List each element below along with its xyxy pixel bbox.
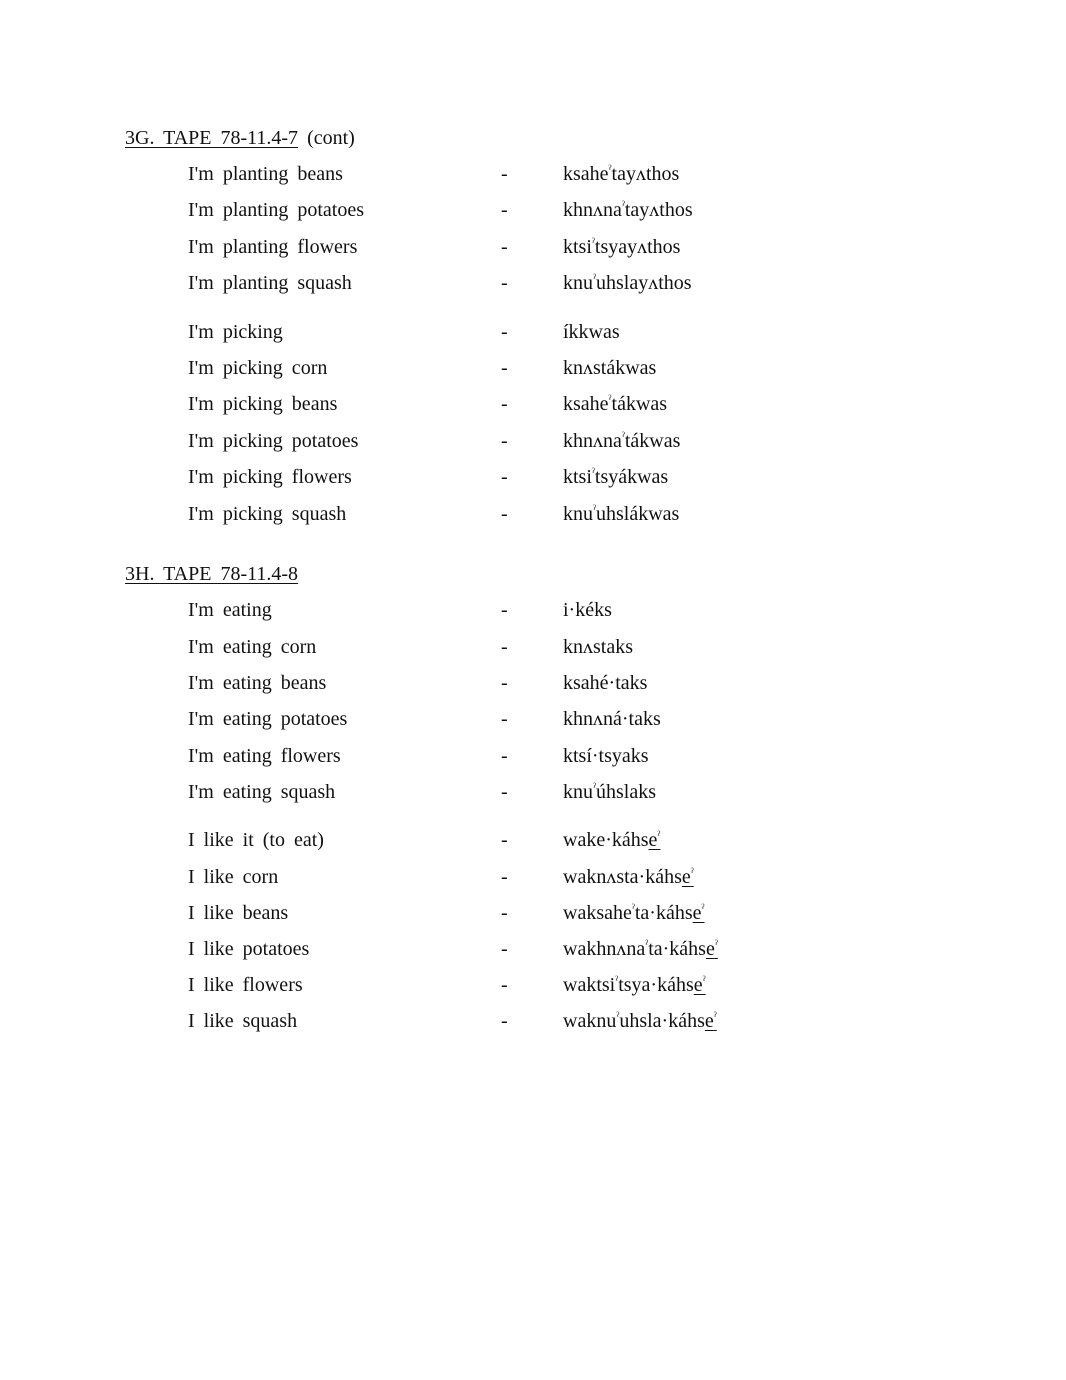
vocab-row [0,707,1066,731]
vocab-row [0,235,1066,259]
native-word: ktsí·tsyaks [563,745,649,767]
english-phrase: I'm picking [188,321,283,343]
separator-dash: - [501,672,508,694]
separator-dash: - [501,199,508,221]
native-stem: waktsi$^ˀ$tsya·káhs [563,973,694,996]
separator-dash: - [501,393,508,415]
separator-dash: - [501,781,508,803]
native-word: knu$^ˀ$uhslákwas [563,502,680,525]
separator-dash: - [501,902,508,924]
vocab-row [0,901,1066,925]
english-phrase: I'm picking beans [188,393,338,415]
separator-dash: - [501,236,508,258]
english-phrase: I'm eating beans [188,672,327,694]
english-phrase: I'm picking squash [188,503,347,525]
vocab-row [0,671,1066,695]
english-phrase: I'm planting squash [188,272,352,294]
separator-dash: - [501,708,508,730]
separator-dash: - [501,163,508,185]
native-stem: wake·káhs [563,829,649,851]
native-word [563,828,660,852]
native-word [563,901,704,925]
vocab-row [0,973,1066,997]
english-phrase: I'm picking potatoes [188,430,359,452]
english-phrase: I like corn [188,866,279,888]
vocab-row [0,320,1066,344]
separator-dash: - [501,503,508,525]
english-phrase: I like it (to eat) [188,829,324,851]
native-underlined-ending: $e^ˀ$ [705,937,718,960]
separator-dash: - [501,829,508,851]
native-word [563,1009,717,1033]
vocab-row [0,865,1066,889]
section-heading-title: 3H. TAPE 78-11.4-8 [125,563,299,585]
english-phrase: I'm eating [188,599,272,621]
native-stem: waknʌsta·káhs [563,866,682,888]
native-word [563,973,706,997]
native-word: knu$^ˀ$úhslaks [563,780,656,803]
separator-dash: - [501,466,508,488]
separator-dash: - [501,430,508,452]
native-underlined-ending: $e^ˀ$ [681,865,694,888]
native-underlined-ending: $e^ˀ$ [648,828,661,851]
native-word: ktsi$^ˀ$tsyákwas [563,465,669,488]
native-word: knʌstaks [563,636,633,658]
vocab-row [0,198,1066,222]
native-stem: waksahe$^ˀ$ta·káhs [563,901,693,924]
vocab-row [0,465,1066,489]
separator-dash: - [501,938,508,960]
separator-dash: - [501,1010,508,1032]
english-phrase: I'm eating flowers [188,745,341,767]
native-stem: waknu$^ˀ$uhsla·káhs [563,1009,705,1032]
section-heading-title: 3G. TAPE 78-11.4-7 [125,127,299,149]
english-phrase: I'm picking flowers [188,466,352,488]
native-stem: wakhnʌna$^ˀ$ta·káhs [563,937,706,960]
english-phrase: I'm eating corn [188,636,317,658]
native-word [563,937,718,961]
native-word: ksahe$^ˀ$tayʌthos [563,162,680,185]
vocab-row [0,356,1066,380]
vocab-row [0,271,1066,295]
english-phrase: I'm planting potatoes [188,199,365,221]
separator-dash: - [501,636,508,658]
vocab-row [0,162,1066,186]
vocab-row [0,635,1066,659]
native-word: íkkwas [563,321,620,343]
separator-dash: - [501,272,508,294]
native-word: knʌstákwas [563,357,657,379]
vocab-row [0,780,1066,804]
vocab-row [0,744,1066,768]
separator-dash: - [501,974,508,996]
section-heading-suffix: (cont) [307,127,355,149]
vocab-row [0,828,1066,852]
vocab-row [0,937,1066,961]
native-underlined-ending: $e^ˀ$ [693,973,706,996]
vocab-row [0,429,1066,453]
separator-dash: - [501,745,508,767]
native-word: ksahé·taks [563,672,648,694]
native-word: knu$^ˀ$uhslayʌthos [563,271,692,294]
section-heading-3h [125,562,298,586]
vocab-row [0,502,1066,526]
vocab-row [0,392,1066,416]
english-phrase: I'm picking corn [188,357,328,379]
english-phrase: I'm eating potatoes [188,708,348,730]
vocab-row [0,1009,1066,1033]
english-phrase: I like squash [188,1010,298,1032]
section-heading-3g [125,126,355,150]
native-underlined-ending: $e^ˀ$ [692,901,705,924]
english-phrase: I'm planting flowers [188,236,358,258]
english-phrase: I'm eating squash [188,781,336,803]
english-phrase: I like flowers [188,974,303,996]
native-word [563,865,694,889]
native-word: khnʌna$^ˀ$tayʌthos [563,198,693,221]
native-word: khnʌná·taks [563,708,661,730]
separator-dash: - [501,357,508,379]
native-word: khnʌna$^ˀ$tákwas [563,429,681,452]
separator-dash: - [501,866,508,888]
native-word: ksahe$^ˀ$tákwas [563,392,668,415]
english-phrase: I like potatoes [188,938,310,960]
native-word: ktsi$^ˀ$tsyayʌthos [563,235,681,258]
english-phrase: I'm planting beans [188,163,343,185]
separator-dash: - [501,599,508,621]
native-word: i·kéks [563,599,612,621]
native-underlined-ending: $e^ˀ$ [704,1009,717,1032]
vocab-row [0,598,1066,622]
separator-dash: - [501,321,508,343]
english-phrase: I like beans [188,902,289,924]
